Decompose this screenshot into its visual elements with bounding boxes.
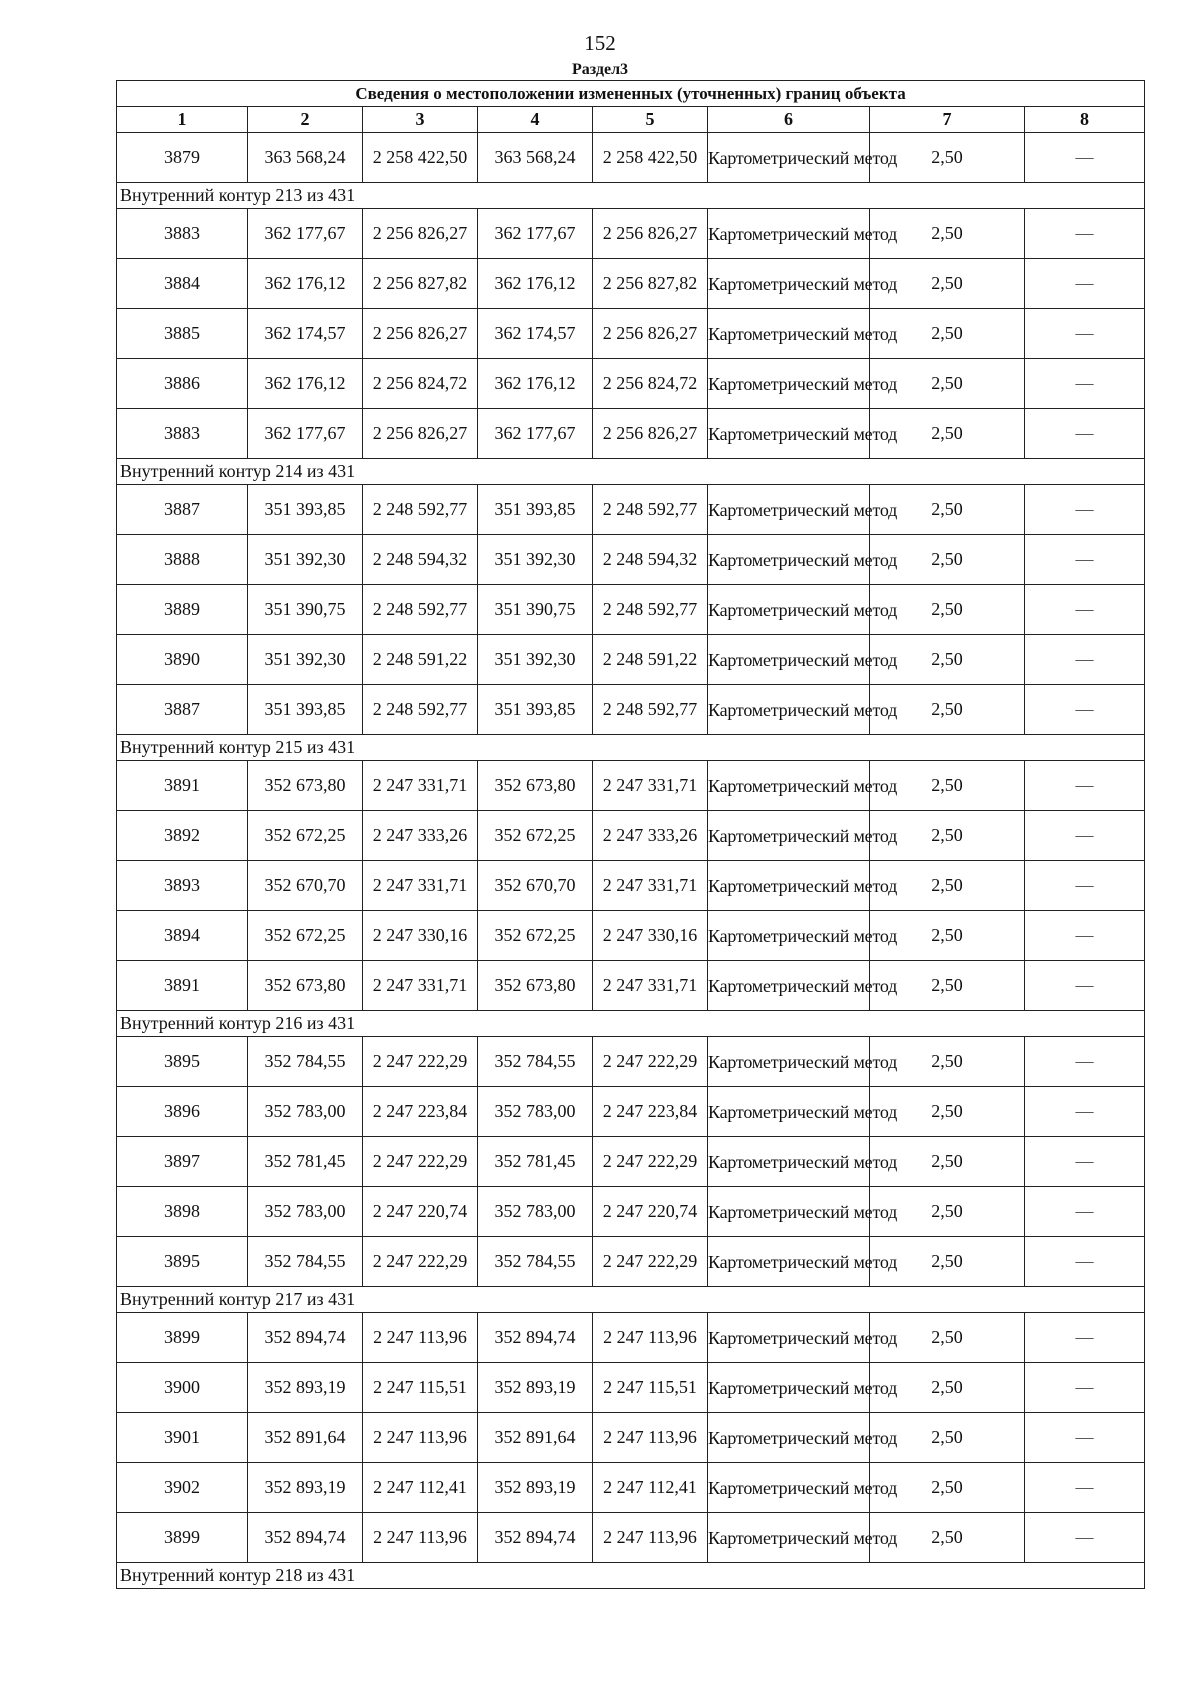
x-new-cell: 351 390,75 [478,585,593,635]
y-new-cell: 2 247 330,16 [593,911,708,961]
description-cell: — [1025,309,1145,359]
method-cell: Картометрический метод [708,209,870,259]
y-old-cell: 2 247 222,29 [363,1037,478,1087]
point-number-cell: 3889 [117,585,248,635]
y-old-cell: 2 256 826,27 [363,409,478,459]
accuracy-cell: 2,50 [870,359,1025,409]
x-old-cell: 362 176,12 [248,259,363,309]
description-cell: — [1025,685,1145,735]
x-new-cell: 351 392,30 [478,535,593,585]
method-cell: Картометрический метод [708,811,870,861]
accuracy-cell: 2,50 [870,309,1025,359]
point-number-cell: 3891 [117,761,248,811]
description-cell: — [1025,1363,1145,1413]
x-old-cell: 351 393,85 [248,485,363,535]
x-old-cell: 352 673,80 [248,761,363,811]
x-old-cell: 352 894,74 [248,1313,363,1363]
point-number-cell: 3888 [117,535,248,585]
table-row [117,1087,1145,1137]
x-new-cell: 362 177,67 [478,209,593,259]
method-cell: Картометрический метод [708,861,870,911]
method-cell: Картометрический метод [708,409,870,459]
x-new-cell: 352 893,19 [478,1363,593,1413]
y-old-cell: 2 247 112,41 [363,1463,478,1513]
x-new-cell: 352 891,64 [478,1413,593,1463]
x-new-cell: 362 176,12 [478,259,593,309]
description-cell: — [1025,1187,1145,1237]
x-old-cell: 351 392,30 [248,635,363,685]
point-number-cell: 3901 [117,1413,248,1463]
column-header: 5 [593,107,708,133]
x-old-cell: 352 781,45 [248,1137,363,1187]
x-old-cell: 352 783,00 [248,1087,363,1137]
table-row [117,209,1145,259]
description-cell: — [1025,409,1145,459]
description-cell: — [1025,585,1145,635]
table-row [117,309,1145,359]
description-cell: — [1025,133,1145,183]
y-new-cell: 2 247 220,74 [593,1187,708,1237]
accuracy-cell: 2,50 [870,685,1025,735]
method-cell: Картометрический метод [708,309,870,359]
contour-row [117,1563,1145,1589]
table-body [117,133,1145,1589]
accuracy-cell: 2,50 [870,811,1025,861]
point-number-cell: 3887 [117,485,248,535]
point-number-cell: 3884 [117,259,248,309]
description-cell: — [1025,911,1145,961]
point-number-cell: 3879 [117,133,248,183]
accuracy-cell: 2,50 [870,1037,1025,1087]
y-old-cell: 2 247 330,16 [363,911,478,961]
y-new-cell: 2 247 331,71 [593,761,708,811]
table-row [117,409,1145,459]
y-old-cell: 2 247 220,74 [363,1187,478,1237]
x-new-cell: 363 568,24 [478,133,593,183]
contour-row [117,1011,1145,1037]
accuracy-cell: 2,50 [870,209,1025,259]
description-cell: — [1025,1087,1145,1137]
column-header: 1 [117,107,248,133]
column-header: 6 [708,107,870,133]
table-row [117,259,1145,309]
description-cell: — [1025,1313,1145,1363]
description-cell: — [1025,485,1145,535]
description-cell: — [1025,1513,1145,1563]
point-number-cell: 3893 [117,861,248,911]
accuracy-cell: 2,50 [870,1187,1025,1237]
y-old-cell: 2 248 592,77 [363,685,478,735]
y-new-cell: 2 247 333,26 [593,811,708,861]
y-old-cell: 2 248 592,77 [363,585,478,635]
table-row [117,635,1145,685]
x-new-cell: 352 781,45 [478,1137,593,1187]
point-number-cell: 3894 [117,911,248,961]
table-row [117,911,1145,961]
point-number-cell: 3887 [117,685,248,735]
y-new-cell: 2 247 112,41 [593,1463,708,1513]
x-new-cell: 362 177,67 [478,409,593,459]
method-cell: Картометрический метод [708,1237,870,1287]
description-cell: — [1025,209,1145,259]
table-title: Сведения о местоположении измененных (уточненных) границ объекта [117,81,1145,107]
x-new-cell: 362 176,12 [478,359,593,409]
table-row [117,1463,1145,1513]
y-old-cell: 2 248 594,32 [363,535,478,585]
accuracy-cell: 2,50 [870,1463,1025,1513]
point-number-cell: 3883 [117,409,248,459]
x-old-cell: 363 568,24 [248,133,363,183]
method-cell: Картометрический метод [708,1313,870,1363]
method-cell: Картометрический метод [708,1463,870,1513]
accuracy-cell: 2,50 [870,911,1025,961]
column-header: 8 [1025,107,1145,133]
x-old-cell: 362 177,67 [248,409,363,459]
y-new-cell: 2 256 827,82 [593,259,708,309]
description-cell: — [1025,1413,1145,1463]
table-row [117,535,1145,585]
y-new-cell: 2 247 331,71 [593,861,708,911]
point-number-cell: 3896 [117,1087,248,1137]
description-cell: — [1025,961,1145,1011]
description-cell: — [1025,811,1145,861]
method-cell: Картометрический метод [708,1087,870,1137]
column-header-row [117,107,1145,133]
y-new-cell: 2 247 113,96 [593,1313,708,1363]
x-new-cell: 351 393,85 [478,685,593,735]
accuracy-cell: 2,50 [870,1413,1025,1463]
page-number: 152 [584,31,616,55]
accuracy-cell: 2,50 [870,535,1025,585]
description-cell: — [1025,535,1145,585]
y-old-cell: 2 247 222,29 [363,1237,478,1287]
contour-label: Внутренний контур 217 из 431 [117,1287,1145,1313]
contour-row [117,459,1145,485]
point-number-cell: 3885 [117,309,248,359]
table-row [117,1363,1145,1413]
y-old-cell: 2 256 826,27 [363,309,478,359]
method-cell: Картометрический метод [708,485,870,535]
point-number-cell: 3899 [117,1313,248,1363]
column-header: 7 [870,107,1025,133]
x-old-cell: 362 176,12 [248,359,363,409]
x-new-cell: 352 893,19 [478,1463,593,1513]
y-new-cell: 2 248 591,22 [593,635,708,685]
table-row [117,485,1145,535]
table-row [117,811,1145,861]
y-new-cell: 2 247 115,51 [593,1363,708,1413]
y-old-cell: 2 247 115,51 [363,1363,478,1413]
table-row [117,1237,1145,1287]
description-cell: — [1025,1237,1145,1287]
table-row [117,1513,1145,1563]
contour-label: Внутренний контур 216 из 431 [117,1011,1145,1037]
table-row [117,1037,1145,1087]
y-new-cell: 2 247 222,29 [593,1037,708,1087]
y-new-cell: 2 247 113,96 [593,1513,708,1563]
accuracy-cell: 2,50 [870,259,1025,309]
table-row [117,1413,1145,1463]
method-cell: Картометрический метод [708,585,870,635]
y-old-cell: 2 256 824,72 [363,359,478,409]
y-old-cell: 2 258 422,50 [363,133,478,183]
accuracy-cell: 2,50 [870,1137,1025,1187]
accuracy-cell: 2,50 [870,635,1025,685]
x-old-cell: 352 894,74 [248,1513,363,1563]
method-cell: Картометрический метод [708,1187,870,1237]
y-new-cell: 2 247 113,96 [593,1413,708,1463]
method-cell: Картометрический метод [708,535,870,585]
column-header: 3 [363,107,478,133]
point-number-cell: 3897 [117,1137,248,1187]
y-new-cell: 2 256 826,27 [593,209,708,259]
table-row [117,685,1145,735]
y-new-cell: 2 247 331,71 [593,961,708,1011]
contour-label: Внутренний контур 213 из 431 [117,183,1145,209]
table-row [117,133,1145,183]
point-number-cell: 3892 [117,811,248,861]
point-number-cell: 3895 [117,1237,248,1287]
accuracy-cell: 2,50 [870,961,1025,1011]
description-cell: — [1025,359,1145,409]
accuracy-cell: 2,50 [870,1313,1025,1363]
accuracy-cell: 2,50 [870,1363,1025,1413]
method-cell: Картометрический метод [708,1137,870,1187]
accuracy-cell: 2,50 [870,761,1025,811]
accuracy-cell: 2,50 [870,585,1025,635]
table-row [117,861,1145,911]
x-old-cell: 352 783,00 [248,1187,363,1237]
contour-row [117,183,1145,209]
description-cell: — [1025,861,1145,911]
accuracy-cell: 2,50 [870,1237,1025,1287]
accuracy-cell: 2,50 [870,861,1025,911]
y-old-cell: 2 247 113,96 [363,1413,478,1463]
x-old-cell: 351 390,75 [248,585,363,635]
y-new-cell: 2 248 594,32 [593,535,708,585]
description-cell: — [1025,1037,1145,1087]
y-old-cell: 2 256 826,27 [363,209,478,259]
x-new-cell: 351 392,30 [478,635,593,685]
table-row [117,585,1145,635]
column-header: 2 [248,107,363,133]
y-new-cell: 2 258 422,50 [593,133,708,183]
y-new-cell: 2 256 824,72 [593,359,708,409]
point-number-cell: 3890 [117,635,248,685]
contour-row [117,1287,1145,1313]
method-cell: Картометрический метод [708,359,870,409]
point-number-cell: 3886 [117,359,248,409]
y-new-cell: 2 248 592,77 [593,485,708,535]
description-cell: — [1025,1137,1145,1187]
x-old-cell: 352 891,64 [248,1413,363,1463]
x-new-cell: 352 672,25 [478,811,593,861]
y-new-cell: 2 248 592,77 [593,685,708,735]
x-new-cell: 352 894,74 [478,1313,593,1363]
x-new-cell: 352 894,74 [478,1513,593,1563]
x-old-cell: 351 392,30 [248,535,363,585]
x-old-cell: 352 893,19 [248,1363,363,1413]
description-cell: — [1025,761,1145,811]
x-old-cell: 351 393,85 [248,685,363,735]
x-old-cell: 352 672,25 [248,911,363,961]
y-new-cell: 2 247 222,29 [593,1237,708,1287]
x-old-cell: 352 784,55 [248,1237,363,1287]
method-cell: Картометрический метод [708,911,870,961]
column-header: 4 [478,107,593,133]
section-label: Раздел3 [571,61,629,78]
x-old-cell: 362 174,57 [248,309,363,359]
contour-label: Внутренний контур 218 из 431 [117,1563,1145,1589]
x-new-cell: 362 174,57 [478,309,593,359]
x-new-cell: 352 783,00 [478,1187,593,1237]
y-old-cell: 2 247 331,71 [363,961,478,1011]
method-cell: Картометрический метод [708,1413,870,1463]
description-cell: — [1025,635,1145,685]
x-new-cell: 352 672,25 [478,911,593,961]
y-old-cell: 2 248 592,77 [363,485,478,535]
point-number-cell: 3899 [117,1513,248,1563]
contour-label: Внутренний контур 214 из 431 [117,459,1145,485]
point-number-cell: 3902 [117,1463,248,1513]
accuracy-cell: 2,50 [870,409,1025,459]
y-new-cell: 2 248 592,77 [593,585,708,635]
x-old-cell: 352 673,80 [248,961,363,1011]
point-number-cell: 3895 [117,1037,248,1087]
y-old-cell: 2 247 222,29 [363,1137,478,1187]
accuracy-cell: 2,50 [870,485,1025,535]
x-new-cell: 352 673,80 [478,761,593,811]
method-cell: Картометрический метод [708,761,870,811]
accuracy-cell: 2,50 [870,1513,1025,1563]
x-new-cell: 351 393,85 [478,485,593,535]
method-cell: Картометрический метод [708,685,870,735]
y-old-cell: 2 247 223,84 [363,1087,478,1137]
table-row [117,1187,1145,1237]
y-old-cell: 2 248 591,22 [363,635,478,685]
y-new-cell: 2 247 222,29 [593,1137,708,1187]
boundary-table [116,80,1145,1589]
method-cell: Картометрический метод [708,1513,870,1563]
table-row [117,359,1145,409]
y-new-cell: 2 256 826,27 [593,409,708,459]
point-number-cell: 3891 [117,961,248,1011]
point-number-cell: 3900 [117,1363,248,1413]
x-old-cell: 352 893,19 [248,1463,363,1513]
y-old-cell: 2 247 331,71 [363,761,478,811]
method-cell: Картометрический метод [708,961,870,1011]
y-old-cell: 2 247 113,96 [363,1513,478,1563]
y-new-cell: 2 256 826,27 [593,309,708,359]
x-old-cell: 352 784,55 [248,1037,363,1087]
table-row [117,1137,1145,1187]
x-new-cell: 352 784,55 [478,1237,593,1287]
method-cell: Картометрический метод [708,1037,870,1087]
method-cell: Картометрический метод [708,133,870,183]
accuracy-cell: 2,50 [870,133,1025,183]
table-row [117,961,1145,1011]
contour-row [117,735,1145,761]
y-old-cell: 2 247 333,26 [363,811,478,861]
method-cell: Картометрический метод [708,259,870,309]
table-row [117,1313,1145,1363]
description-cell: — [1025,1463,1145,1513]
x-old-cell: 362 177,67 [248,209,363,259]
y-old-cell: 2 256 827,82 [363,259,478,309]
y-old-cell: 2 247 113,96 [363,1313,478,1363]
x-old-cell: 352 672,25 [248,811,363,861]
x-old-cell: 352 670,70 [248,861,363,911]
description-cell: — [1025,259,1145,309]
x-new-cell: 352 670,70 [478,861,593,911]
contour-label: Внутренний контур 215 из 431 [117,735,1145,761]
y-new-cell: 2 247 223,84 [593,1087,708,1137]
x-new-cell: 352 673,80 [478,961,593,1011]
y-old-cell: 2 247 331,71 [363,861,478,911]
x-new-cell: 352 784,55 [478,1037,593,1087]
method-cell: Картометрический метод [708,1363,870,1413]
accuracy-cell: 2,50 [870,1087,1025,1137]
point-number-cell: 3898 [117,1187,248,1237]
table-title-row [117,81,1145,107]
x-new-cell: 352 783,00 [478,1087,593,1137]
table-row [117,761,1145,811]
point-number-cell: 3883 [117,209,248,259]
method-cell: Картометрический метод [708,635,870,685]
